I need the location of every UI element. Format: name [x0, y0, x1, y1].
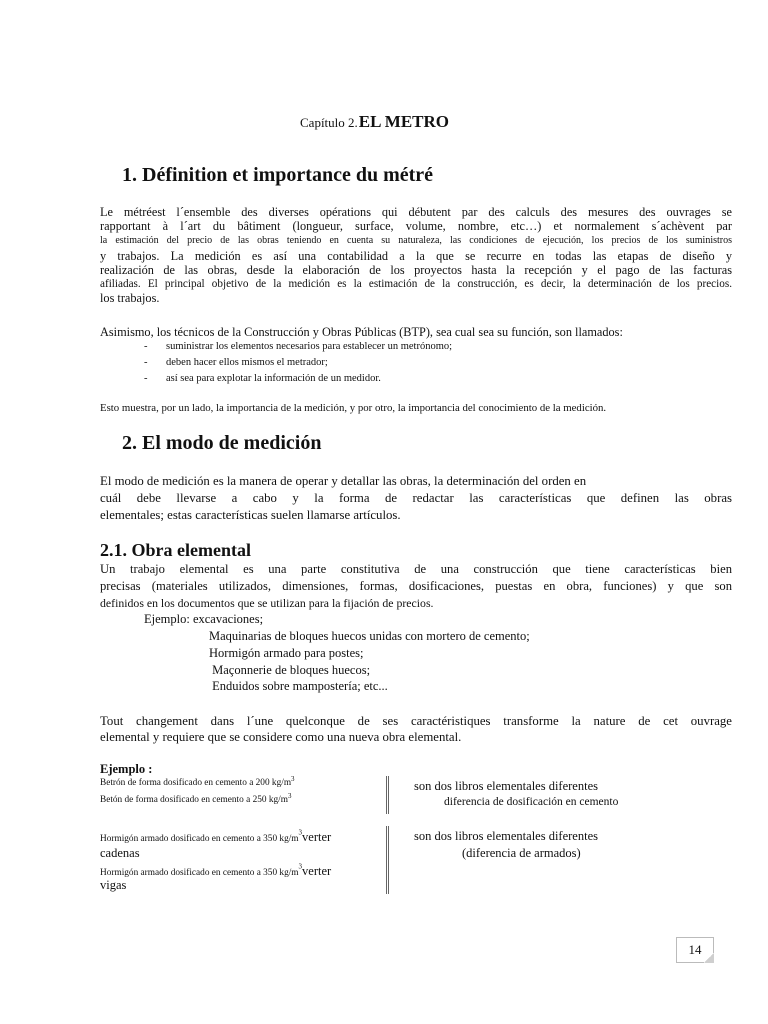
brace-divider	[386, 776, 389, 814]
text-line: realización de las obras, desde la elaboración de los proyectos hasta la recepción y el pago de las facturas	[100, 263, 732, 277]
superscript: 3	[291, 774, 295, 783]
example-item: Maquinarias de bloques huecos unidas con mortero de cemento;	[209, 629, 530, 643]
text-line: Un trabajo elemental es una parte constitutiva de una construcción que tiene características bien	[100, 562, 732, 576]
section-1-paragraph-3: Esto muestra, por un lado, la importancia de la medición, y por otro, la importancia del conocimiento de la medición.	[100, 402, 607, 414]
text-line: elemental y requiere que se considere como una nueva obra elemental.	[100, 730, 462, 744]
chapter-name: EL METRO	[358, 112, 449, 131]
text-line: precisas (materiales utilizados, dimensiones, formas, dosificaciones, puestas en obra, funciones) y que son	[100, 579, 732, 593]
text-line: definidos en los documentos que se utilizan para la fijación de precios.	[100, 596, 434, 610]
section-2-heading: 2. El modo de medición	[122, 432, 322, 454]
example-row-text: Hormigón armado dosificado en cemento a 350 kg/m	[100, 834, 299, 844]
section-2-paragraph	[100, 473, 732, 524]
text-line: Le métréest l´ensemble des diverses opérations qui débutent par des calculs des mesures des ouvrages se	[100, 205, 732, 219]
text-line: rapportant à l´art du bâtiment (longueur, surface, volume, nombre, etc…) et normalement s´achèvent par	[100, 219, 732, 233]
comparison-note: son dos libros elementales diferentes	[414, 779, 598, 793]
example-row	[100, 828, 331, 846]
example-row-continuation: vigas	[100, 878, 127, 892]
bullet-marker: -	[144, 373, 148, 384]
example-item: Enduidos sobre mampostería; etc...	[209, 679, 388, 693]
text-line: Tout changement dans l´une quelconque de ses caractéristiques transforme la nature de cet ouvrage	[100, 714, 732, 728]
chapter-prefix: Capítulo 2.	[300, 115, 358, 130]
example-row	[100, 774, 295, 788]
brace-divider	[386, 826, 389, 894]
superscript: 3	[298, 828, 303, 837]
bullet-text: así sea para explotar la información de un medidor.	[166, 373, 381, 384]
comparison-note: (diferencia de armados)	[462, 846, 581, 860]
comparison-note: son dos libros elementales diferentes	[414, 829, 598, 843]
page-number: 14	[676, 937, 714, 963]
text-line: afiliadas. El principal objetivo de la medición es la estimación de la construcción, es decir, la determinación de los precios.	[100, 278, 732, 290]
example-row-text: Betrón de forma dosificado en cemento a 200 kg/m	[100, 778, 292, 788]
superscript: 3	[298, 862, 303, 871]
bullet-marker: -	[144, 357, 148, 368]
bullet-text: suministrar los elementos necesarios para establecer un metrónomo;	[166, 341, 453, 352]
section-2-1-paragraph	[100, 561, 732, 612]
example-row	[100, 862, 331, 880]
example-row-text: verter	[302, 864, 332, 878]
text-line: El modo de medición es la manera de operar y detallar las obras, la determinación del orden en	[100, 474, 587, 488]
section-1-paragraph-1	[100, 205, 732, 305]
example-label: Ejemplo: excavaciones;	[144, 612, 264, 626]
section-1-heading: 1. Définition et importance du métré	[122, 164, 434, 186]
text-line: la estimación del precio de las obras teniendo en cuenta su naturaleza, las condiciones de ejecución, los precios de los suministros	[100, 235, 732, 246]
bullet-marker: -	[144, 341, 148, 352]
bullet-item	[144, 373, 381, 384]
example-row-continuation: cadenas	[100, 846, 140, 860]
example-row	[100, 791, 292, 805]
example-item: Maçonnerie de bloques huecos;	[209, 663, 371, 677]
section-2-1-paragraph-2	[100, 713, 732, 745]
chapter-title	[300, 112, 449, 132]
text-line: y trabajos. La medición es así una contabilidad a la que se recurre en todas las etapas de diseño y	[100, 249, 732, 263]
section-1-paragraph-2: Asimismo, los técnicos de la Construcción y Obras Públicas (BTP), sea cual sea su función, son llamados:	[100, 325, 623, 339]
example-row-text: verter	[302, 830, 332, 844]
bullet-item	[144, 357, 328, 368]
comparison-note: diferencia de dosificación en cemento	[444, 796, 619, 808]
example-item: Hormigón armado para postes;	[209, 646, 364, 660]
bullet-item	[144, 341, 452, 352]
bullet-text: deben hacer ellos mismos el metrador;	[166, 357, 328, 368]
example-block-label: Ejemplo :	[100, 762, 153, 776]
text-line: elementales; estas características suelen llamarse artículos.	[100, 508, 401, 522]
text-line: cuál debe llevarse a cabo y la forma de redactar las características que definen las obras	[100, 491, 732, 505]
superscript: 3	[287, 791, 292, 800]
section-2-1-heading: 2.1. Obra elemental	[100, 540, 251, 560]
example-row-text: Hormigón armado dosificado en cemento a 350 kg/m	[100, 868, 299, 878]
example-row-text: Betón de forma dosificado en cemento a 250 kg/m	[100, 795, 288, 805]
text-line: los trabajos.	[100, 291, 160, 305]
